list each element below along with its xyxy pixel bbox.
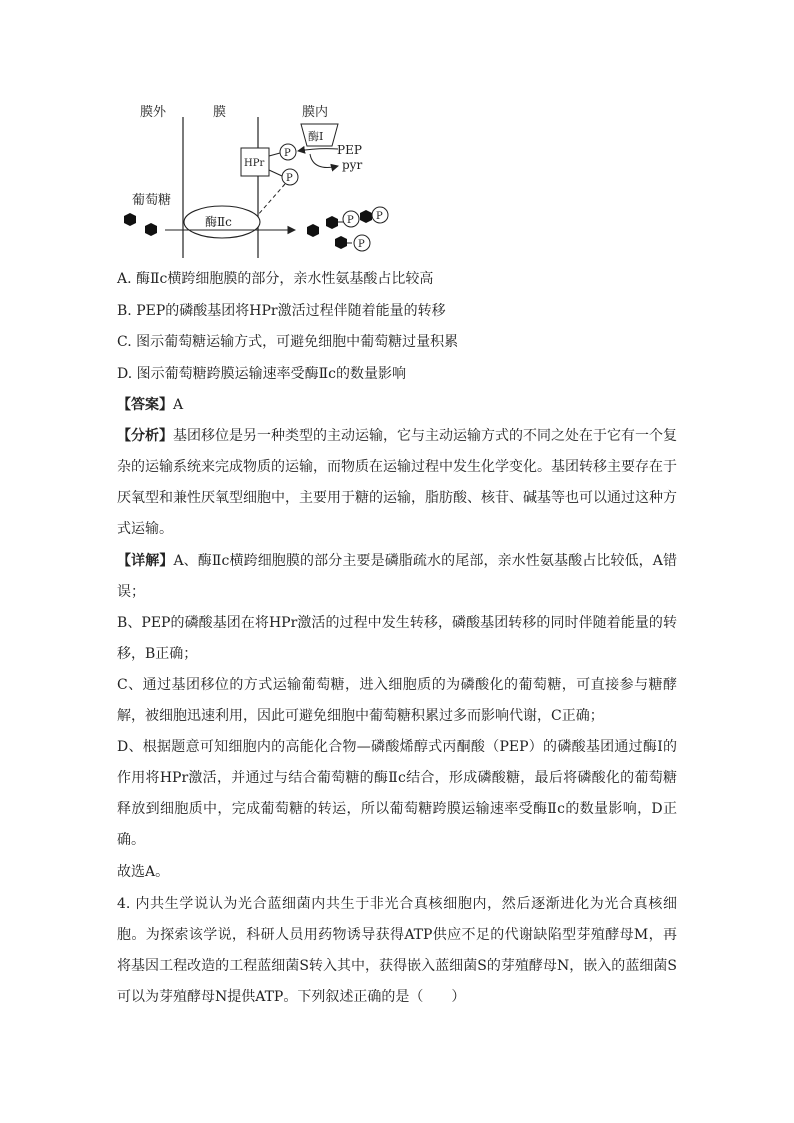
glucose-hexagon-3 <box>307 224 319 237</box>
group-translocation-diagram <box>110 92 410 264</box>
option-b: B. PEP的磷酸基团将HPr激活过程伴随着能量的转移 <box>117 303 446 319</box>
glucose-label: 葡萄糖 <box>132 193 172 208</box>
hpr-label: HPr <box>244 158 265 169</box>
option-c: C. 图示葡萄糖运输方式，可避免细胞中葡萄糖过量积累 <box>117 334 459 350</box>
glucose-hexagon-6 <box>335 236 347 249</box>
pep-arrow <box>298 149 338 151</box>
phosphate-label-1: P <box>284 148 291 159</box>
detail-d-paragraph: D、根据题意可知细胞内的高能化合物—磷酸烯醇式丙酮酸（PEP）的磷酸基团通过酶Ⅰ的作用将HPr激活，并通过与结合葡萄糖的酶Ⅱc结合，形成磷酸糖，最后将磷酸化的葡萄糖释放到细胞质中，完成葡萄糖的转运，所以葡萄糖跨膜运输速率受酶Ⅱc的数量影响，D正确。 <box>117 739 677 848</box>
detail-c-paragraph: C、通过基团移位的方式运输葡萄糖，进入细胞质的为磷酸化的葡萄糖，可直接参与糖酵解，被细胞迅速利用，因此可避免细胞中葡萄糖积累过多而影响代谢，C正确； <box>117 677 677 724</box>
glucose-hexagon-2 <box>145 223 157 236</box>
detail-a-paragraph <box>117 546 677 608</box>
pep-label: PEP <box>337 143 362 157</box>
phosphate-label-5: P <box>358 239 365 250</box>
glucose-hexagon-4 <box>326 216 338 229</box>
enzyme1-label: 酶Ⅰ <box>308 130 324 143</box>
label-membrane: 膜 <box>213 105 227 120</box>
phosphate-label-2: P <box>286 173 293 184</box>
phosphate-label-4: P <box>376 211 383 222</box>
option-d: D. 图示葡萄糖跨膜运输速率受酶Ⅱc的数量影响 <box>117 366 406 382</box>
detail-a-text: A、酶Ⅱc横跨细胞膜的部分主要是磷脂疏水的尾部，亲水性氨基酸占比较低，A错误； <box>117 553 678 600</box>
label-outside: 膜外 <box>140 105 167 120</box>
option-a: A. 酶Ⅱc横跨细胞膜的部分，亲水性氨基酸占比较高 <box>117 271 434 287</box>
answer-value: A <box>173 397 184 413</box>
enzyme2c-label: 酶Ⅱc <box>205 215 232 229</box>
answer-tag: 【答案】 <box>117 397 173 413</box>
glucose-hexagon-5 <box>360 210 372 223</box>
question-4-paragraph: 4. 内共生学说认为光合蓝细菌内共生于非光合真核细胞内，然后逐渐进化为光合真核细胞。为探索该学说，科研人员用药物诱导获得ATP供应不足的代谢缺陷型芽殖酵母M，再将基因工程改造的工程蓝细菌S转入其中，获得嵌入蓝细菌S的芽殖酵母N，嵌入的蓝细菌S可以为芽殖酵母N提供ATP。下列叙述正确的是（ ） <box>117 896 677 1005</box>
analysis-tag: 【分析】 <box>117 428 173 444</box>
detail-b-paragraph: B、PEP的磷酸基团在将HPr激活的过程中发生转移，磷酸基团转移的同时伴随着能量的转移，B正确； <box>117 615 677 662</box>
answer-line <box>117 395 183 415</box>
pyr-arrow <box>310 154 338 168</box>
pyr-label: pyr <box>342 158 363 172</box>
label-inside: 膜内 <box>302 105 329 120</box>
detail-tag: 【详解】 <box>117 553 174 569</box>
analysis-text: 基团移位是另一种类型的主动运输，它与主动运输方式的不同之处在于它有一个复杂的运输系统来完成物质的运输，而物质在运输过程中发生化学变化。基团转移主要存在于厌氧型和兼性厌氧型细胞中，主要用于糖的运输，脂肪酸、核苷、碱基等也可以通过这种方式运输。 <box>117 428 677 537</box>
conclusion-line: 故选A。 <box>117 864 170 880</box>
glucose-hexagon-1 <box>124 213 136 226</box>
phosphate-label-3: P <box>347 215 354 226</box>
analysis-paragraph <box>117 421 677 545</box>
